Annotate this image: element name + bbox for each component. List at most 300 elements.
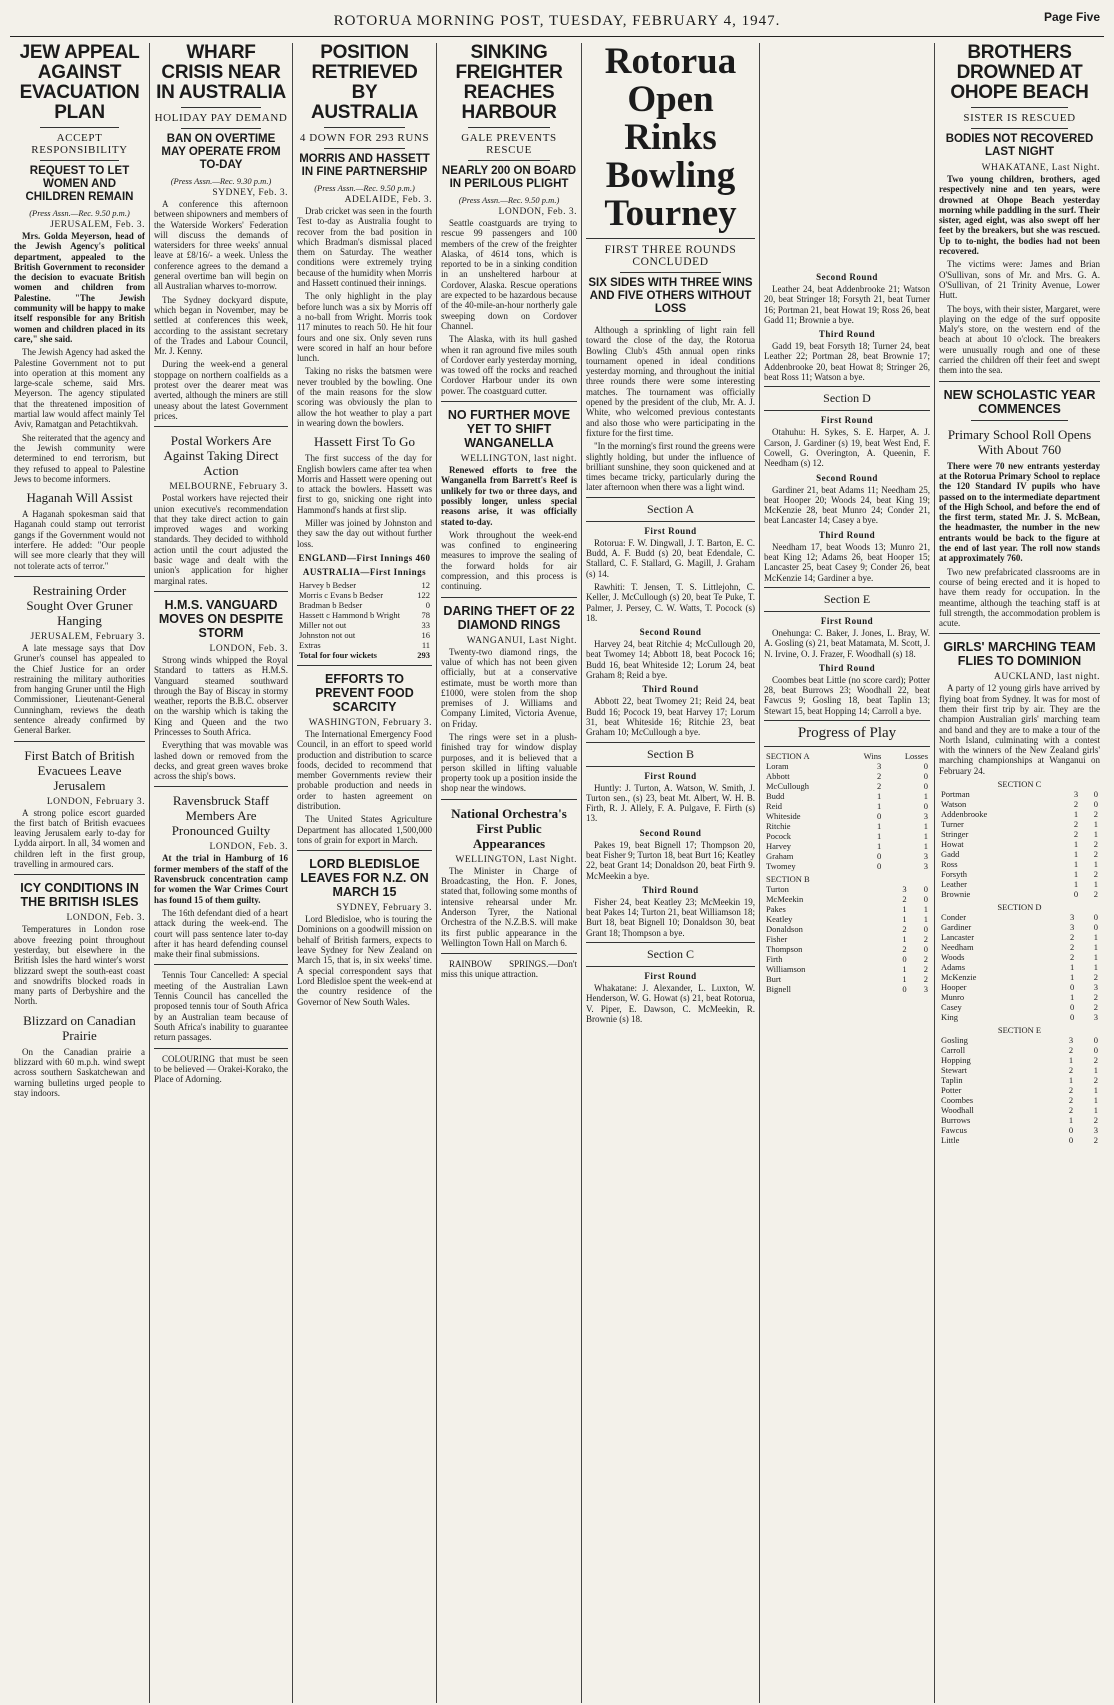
paragraph: The boys, with their sister, Margaret, were playing on the edge of the surf opposite Maly's store, on the western end of the beach at about 10 o'clock. The breakers were unusually rough and one of these carried the children off their feet and swept them into the sea. [939, 303, 1100, 376]
dateline: (Press Assn.—Rec. 9.50 p.m.) [458, 195, 560, 205]
table-row [939, 819, 1100, 829]
table-row [764, 861, 930, 871]
batsman: Miller not out [299, 619, 347, 630]
table-row [939, 1045, 1100, 1055]
player-name: Budd [766, 791, 785, 802]
section-title: Section E [764, 587, 930, 612]
losses-cell: 2 [1093, 849, 1098, 860]
player-name: Needham [941, 942, 974, 953]
divider [40, 160, 119, 161]
player-name: Harvey [766, 841, 792, 852]
runs: 122 [417, 589, 430, 600]
paragraph: Seattle coastguards are trying to rescue 99 passengers and 100 members of the crew of the freighter Alaska, of 4614 tons, which is reported to be in a sinking condition in an unsheltered harbour at Cordover, Alaska. Rescue operations are expected to be hazardous because of the 40-mile-an-hour northerly gale sweeping down on Cordover Channel. [441, 218, 577, 331]
losses-cell: 1 [923, 821, 928, 832]
subhead: SISTER IS RESCUED [963, 112, 1076, 124]
batsman: Morris c Evans b Bedser [299, 589, 384, 600]
table-title: SECTION E [997, 1025, 1042, 1036]
wins-cell: 1 [1069, 972, 1075, 983]
round-title: First Round [820, 615, 874, 626]
divider [620, 272, 721, 273]
divider [441, 953, 577, 954]
round-title: Second Round [816, 472, 878, 483]
paragraph: The only highlight in the play before lunch was a six by Morris off a no-ball from Wright. Morris took 117 minutes to reach 50. He hit four fours and one six. Only seven runs were scored in half an hour before lunch. [297, 291, 432, 364]
paragraph: Mrs. Golda Meyerson, head of the Jewish Agency's political department, appealed to the British Government to reconsider the decision to evacuate British women and children from Palestine. "The Jewish community will be happy to make itself responsible for any British women and children placed in its care," she said. [14, 231, 145, 344]
losses-cell: 2 [1093, 1075, 1098, 1086]
divider [324, 127, 405, 128]
player-name: Burt [766, 974, 782, 985]
paragraph: Drab cricket was seen in the fourth Test to-day as Australia fought to recover from the bad position in which Bradman's dismissal placed them on Saturday. The weather conditions were extremely trying because of the humidity when Morris and Hassett continued their innings. [297, 206, 432, 289]
player-name: Gardiner [941, 922, 972, 933]
divider [441, 799, 577, 800]
divider [181, 128, 261, 129]
paragraph: Renewed efforts to free the Wanganella from Barrett's Reef is unlikely for two or three days, and possibly longer, unless special reasons arise, it was officially stated to-day. [441, 465, 577, 527]
place: MELBOURNE, February 3. [169, 482, 288, 493]
result: Leather 24, beat Addenbrooke 21; Watson 20, beat Stringer 18; Forsyth 21, beat Turner 16; Portman 21, beat Howat 19; Ross 26, beat Gadd 11; Brownie a bye. [764, 284, 930, 325]
losses-cell: 2 [923, 954, 928, 965]
headline: WHARF CRISIS NEAR IN AUSTRALIA [156, 43, 286, 103]
table-row [297, 610, 432, 620]
losses-cell: 2 [1093, 972, 1098, 983]
round-title: Second Round [639, 627, 702, 638]
table-row [939, 1002, 1100, 1012]
table-row [764, 771, 930, 781]
losses-cell: 3 [1093, 1012, 1098, 1023]
paragraph: "In the morning's first round the greens were slightly holding, but under the influence of brilliant sunshine, they soon quickened and at times became tricky, particularly during the later afternoon when there was a light wind. [586, 441, 756, 493]
table-title: SECTION D [997, 902, 1042, 913]
losses-cell: 0 [923, 781, 928, 792]
place: SYDNEY, February 3. [336, 903, 432, 914]
table-title: SECTION A [766, 751, 810, 762]
deck: MORRIS AND HASSETT IN FINE PARTNERSHIP [299, 153, 430, 178]
divider [939, 381, 1100, 382]
table-row [939, 1075, 1100, 1085]
player-name: Gadd [941, 849, 960, 860]
wins-cell: 0 [877, 811, 882, 822]
subheading: ICY CONDITIONS IN THE BRITISH ISLES [20, 881, 139, 910]
wins-cell: 2 [1073, 829, 1079, 840]
newspaper-title: ROTORUA MORNING POST, TUESDAY, FEBRUARY 4, 1947. [333, 13, 781, 29]
wins-cell: 1 [902, 904, 907, 915]
player-name: Twomey [766, 861, 796, 872]
wins-cell: 2 [1069, 932, 1075, 943]
headline: JEW APPEAL AGAINST EVACUATION PLAN [19, 43, 140, 123]
player-name: Addenbrooke [941, 809, 988, 820]
table-row [939, 1065, 1100, 1075]
player-name: Little [941, 1135, 960, 1146]
result: Whakatane: J. Alexander, L. Luxton, W. Henderson, W. G. Howat (s) 21, beat Rotorua, V. Piper, E. Dawson, C. McMeekin, R. Brownie (s) 18. [586, 983, 755, 1024]
player-name: Stringer [941, 829, 969, 840]
wins-cell: 1 [902, 974, 907, 985]
subheading: Restraining Order Sought Over Gruner Hanging [26, 582, 133, 628]
player-name: Woods [941, 952, 965, 963]
wins-cell: 2 [1073, 799, 1079, 810]
losses-cell: 1 [923, 791, 928, 802]
losses-cell: 1 [1093, 1065, 1098, 1076]
result: Coombes beat Little (no score card); Potter 28, beat Burrows 23; Woodhall 22, beat Fawcus 9; Gosling 18, beat Taplin 13; Stewart 15, beat Hopping 14; Carroll a bye. [764, 674, 930, 716]
wins-cell: 1 [1068, 1055, 1074, 1066]
losses-cell: 0 [1093, 789, 1098, 800]
player-name: Hooper [941, 982, 967, 993]
player-name: Turton [766, 884, 789, 895]
losses-cell: 2 [1093, 1115, 1098, 1126]
result: Gadd 19, beat Forsyth 18; Turner 24, beat Leather 22; Portman 28, beat Brownie 17; Addenbrooke 20, beat Howat 8; Stringer 26, beat Ross 11; Watson a bye. [764, 341, 930, 383]
paragraph: A Haganah spokesman said that Haganah could stamp out terrorist gangs if the Government would not interfere. He added: "Our people will see more clearly that they will not tolerate acts of terror." [14, 509, 145, 571]
place: WHAKATANE, Last Night. [981, 163, 1100, 173]
wins-cell: 1 [877, 841, 882, 852]
column-wharf-crisis [150, 43, 293, 1703]
player-name: Adams [941, 962, 966, 973]
result: Onehunga: C. Baker, J. Jones, L. Bray, W. A. Gosling (s) 21, beat Matamata, M. Scott, J. N. Irvine, O. J. Frazer, F. Woodhall (s) 18. [764, 627, 930, 659]
losses-cell: 3 [923, 984, 928, 995]
standings-table-b [764, 874, 930, 994]
losses-cell: 3 [923, 851, 928, 862]
wins-cell: 2 [877, 781, 882, 792]
paragraph: The 16th defendant died of a heart attack during the week-end. The court will pass sentence later to-day after it has heard defending counsel make their final submissions. [154, 907, 288, 960]
page-number: Page Five [1043, 10, 1100, 24]
player-name: Fawcus [941, 1125, 967, 1136]
runs: 33 [421, 619, 430, 630]
divider [14, 741, 145, 742]
progress-title: Progress of Play [764, 720, 930, 747]
deck: BODIES NOT RECOVERED LAST NIGHT [945, 133, 1094, 158]
table-row [764, 934, 930, 944]
standings-table-a [764, 751, 930, 871]
paragraph: She reiterated that the agency and the Jewish community were determined to end terrorism, but they refused to appeal to Palestine Jews to become informers. [14, 432, 145, 484]
paragraph: A conference this afternoon between shipowners and members of the Waterside Workers' Federation will discuss the demands of watersiders for three weeks' annual leave at £8/16/- a week. Unless the conference agrees to the demand a general overtime ban will begin on all Australian wharves to-morrow. [154, 199, 288, 292]
paragraph: The rings were set in a plush-finished tray for window display purposes, and it is believed that a person skilled in lifting valuable property took up a position inside the shop near the windows. [441, 731, 577, 794]
wins-cell: 0 [877, 861, 882, 872]
table-row [939, 829, 1100, 839]
player-name: Forsyth [941, 869, 967, 880]
divider [971, 128, 1068, 129]
place: SYDNEY, Feb. 3. [212, 188, 288, 198]
batsman: Extras [299, 639, 321, 650]
advert-rainbow-springs: RAINBOW SPRINGS.—Don't miss this unique attraction. [441, 959, 577, 980]
subheading: Hassett First To Go [313, 434, 416, 450]
table-row [939, 982, 1100, 992]
round-title: First Round [644, 525, 697, 536]
player-name: McCullough [766, 781, 809, 792]
table-title: SECTION C [997, 779, 1042, 790]
wins-cell: 1 [1073, 809, 1079, 820]
losses-cell: 1 [1093, 952, 1098, 963]
player-name: Potter [941, 1085, 962, 1096]
runs: 11 [421, 639, 430, 650]
table-row [764, 984, 930, 994]
table-row [764, 924, 930, 934]
losses-cell: 0 [1093, 922, 1098, 933]
paragraph: Work throughout the week-end was confined to engineering measures to improve the sealing of the forward holds for air compression, and this process is continuing. [441, 529, 577, 592]
losses-cell: 0 [1093, 1045, 1098, 1056]
table-row [939, 952, 1100, 962]
losses-cell: 2 [1093, 869, 1098, 880]
wins-cell: 0 [1069, 1002, 1075, 1013]
wins-cell: 1 [1069, 962, 1075, 973]
player-name: Hopping [941, 1055, 971, 1066]
result: Gardiner 21, beat Adams 11; Needham 25, beat Hooper 20; Woods 24, beat King 19; McKenzie 28, beat Munro 24; Conder 21, beat Lancaster 14; Casey a bye. [764, 484, 930, 526]
player-name: Thompson [766, 944, 803, 955]
table-row [939, 922, 1100, 932]
table-row [939, 889, 1100, 899]
place: LONDON, Feb. 3. [498, 207, 577, 217]
wins-cell: 2 [902, 894, 907, 905]
wins-cell: 0 [902, 954, 907, 965]
runs: 0 [425, 599, 430, 610]
table-row [764, 954, 930, 964]
paragraph: Although a sprinkling of light rain fell toward the close of the day, the Rotorua Bowling Club's 45th annual open rinks tournament opened in ideal conditions yesterday morning, and throughout the initial three rounds there were some interesting matches. The tournament was officially opened by the president of the club, Mr. A. J. White, who welcomed previous contestants and also those who were participating in the fixture for the first time. [586, 325, 755, 438]
result: Otahuhu: H. Sykes, S. E. Harper, A. J. Carson, J. Gardiner (s) 19, beat West End, F. Cowell, G. Overington, A. Queenin, F. Needham (s) 12. [764, 427, 930, 469]
player-name: McKenzie [941, 972, 977, 983]
losses-cell: 0 [1093, 912, 1098, 923]
table-row [939, 932, 1100, 942]
losses-cell: 1 [1093, 1085, 1098, 1096]
round-title: Third Round [818, 529, 876, 540]
losses-cell: 1 [923, 904, 928, 915]
paragraph: A party of 12 young girls have arrived by flying boat from Sydney. It was for most of them their first trip by air. They are the champion Australian girls' marching team and band and they are to make a tour of the North Island, culminating with a contest with the winners of the New Zealand girls' marching championships at Wanganui on February 24. [939, 683, 1100, 776]
losses-cell: 2 [1093, 889, 1098, 900]
deck: SIX SIDES WITH THREE WINS AND FIVE OTHERS WITHOUT LOSS [588, 277, 753, 315]
table-row [764, 791, 930, 801]
paragraph: On the Canadian prairie a blizzard with 60 m.p.h. wind swept across southern Saskatchewan and warning bulletins urged people to stay indoors. [14, 1046, 145, 1098]
wins-cell: 2 [877, 771, 882, 782]
paragraph: The International Emergency Food Council, in an effort to speed world production and distribution to scarce foods, decided to recommend that member Governments review their probable production and needs in order to hasten agreement on distribution. [297, 728, 432, 811]
player-name: Ross [941, 859, 958, 870]
table-row [764, 964, 930, 974]
table-title: SECTION B [766, 874, 810, 885]
paragraph: Strong winds whipped the Royal Standard to tatters as H.M.S. Vanguard steamed southward through the Bay of Biscay in stormy weather, reports the B.B.C. observer on the warship which is taking the King and Queen and the two Princesses to South Africa. [154, 654, 288, 737]
table-row [939, 849, 1100, 859]
divider [441, 597, 577, 598]
table-row [939, 992, 1100, 1002]
wins-cell: 2 [902, 944, 907, 955]
player-name: Bignell [766, 984, 792, 995]
paragraph: Tennis Tour Cancelled: A special meeting of the Australian Lawn Tennis Council has cancelled the proposed tennis tour of South Africa by an Australian team because of South Africa's inability to guarantee return passages. [154, 970, 288, 1043]
table-row [764, 894, 930, 904]
column-ohope-beach [935, 43, 1104, 1703]
wins-cell: 0 [1069, 1012, 1075, 1023]
wins-cell: 1 [877, 791, 882, 802]
losses-cell: 0 [923, 924, 928, 935]
wins-cell: 2 [1068, 1065, 1074, 1076]
headline: POSITION RETRIEVED BY AUSTRALIA [310, 43, 419, 123]
player-name: Abbott [766, 771, 790, 782]
runs: 12 [421, 579, 430, 590]
wins-cell: 2 [1068, 1085, 1074, 1096]
wins-cell: 3 [1073, 789, 1079, 800]
losses-cell: 1 [923, 831, 928, 842]
player-name: Watson [941, 799, 967, 810]
player-name: Burrows [941, 1115, 971, 1126]
section-title: Section C [586, 942, 755, 967]
divider [297, 850, 432, 851]
paragraph: Two new prefabricated classrooms are in course of being erected and it is hoped to have them ready for occupation. In the meantime, although the teaching staff is at full strength, the accommodation problem is acute. [939, 566, 1100, 629]
table-row [764, 801, 930, 811]
player-name: Lancaster [941, 932, 975, 943]
wins-cell: 1 [902, 934, 907, 945]
table-row [297, 640, 432, 650]
table-row [297, 650, 432, 660]
paragraph: The United States Agriculture Department has allocated 1,500,000 tons of grain for export in March. [297, 814, 432, 845]
player-name: Williamson [766, 964, 806, 975]
place: LONDON, February 3. [46, 796, 145, 807]
paragraph: Taking no risks the batsmen were never troubled by the bowling. One of the main reasons for the slow scoring was obviously the plan to allow the hot weather to play a part in wearing down the bowlers. [297, 366, 432, 428]
divider [620, 320, 721, 321]
result: Rotorua: F. W. Dingwall, J. T. Barton, E. C. Budd, A. F. Budd (s) 20, beat Edendale, C. Stallard, C. F. Stallard, G. Magill, J. Graham (s) 14. [586, 537, 755, 579]
round-title: Third Round [818, 662, 876, 673]
losses-cell: 3 [923, 861, 928, 872]
round-title: First Round [644, 971, 697, 982]
table-row [764, 884, 930, 894]
paragraph: The Jewish Agency had asked the Palestine Government not to put into operation at this moment any large-scale scheme, said Mrs. Meyerson. The agency stipulated that the threatened imposition of martial law would affect mainly Tel Aviv, Ramatgan and Petachtikvah. [14, 347, 145, 430]
table-row [939, 1105, 1100, 1115]
player-name: Ritchie [766, 821, 791, 832]
losses-cell: 0 [923, 944, 928, 955]
place: WANGANUI, Last Night. [466, 635, 577, 646]
column-header: Wins [863, 751, 882, 762]
losses-cell: 2 [923, 934, 928, 945]
table-row [764, 761, 930, 771]
column-bowling [582, 43, 760, 1703]
divider [181, 107, 261, 108]
batsman: Harvey b Bedser [299, 579, 357, 590]
table-row [939, 879, 1100, 889]
paragraph: At the trial in Hamburg of 16 former members of the staff of the Ravensbruck concentration camp for women the War Crimes Court has found 15 of them guilty. [154, 853, 288, 905]
wins-cell: 1 [1068, 1115, 1074, 1126]
subheading: H.M.S. VANGUARD MOVES ON DESPITE STORM [158, 597, 284, 640]
player-name: Loram [766, 761, 789, 772]
round-title: Third Round [818, 329, 876, 340]
wins-cell: 1 [1073, 879, 1079, 890]
losses-cell: 3 [1093, 982, 1098, 993]
place: AUCKLAND, last night. [993, 672, 1100, 683]
batsman: Total for four wickets [299, 649, 377, 660]
deck: BAN ON OVERTIME MAY OPERATE FROM TO-DAY [161, 133, 281, 171]
player-name: Conder [941, 912, 967, 923]
table-row [939, 789, 1100, 799]
runs: 293 [417, 649, 430, 660]
player-name: Stewart [941, 1065, 967, 1076]
deck: NEARLY 200 ON BOARD IN PERILOUS PLIGHT [441, 165, 577, 190]
wins-cell: 1 [877, 831, 882, 842]
result: Pakes 19, beat Bignell 17; Thompson 20, beat Fisher 9; Turton 18, beat Burt 16; Keatley 22, beat Grant 14; Donaldson 20, beat Firth 9. McMeekin a bye. [586, 839, 755, 881]
table-row [939, 859, 1100, 869]
losses-cell: 1 [923, 914, 928, 925]
subheading: Ravensbruck Staff Members Are Pronounced Guilty [171, 793, 271, 839]
masthead [10, 6, 1104, 37]
table-row [939, 1095, 1100, 1105]
dateline: (Press Assn.—Rec. 9.30 p.m.) [170, 176, 272, 186]
round-title: Third Round [642, 684, 699, 695]
table-row [297, 600, 432, 610]
losses-cell: 0 [923, 801, 928, 812]
wins-cell: 1 [877, 801, 882, 812]
table-row [297, 630, 432, 640]
wins-cell: 2 [1073, 819, 1079, 830]
subheading: GIRLS' MARCHING TEAM FLIES TO DOMINION [943, 640, 1096, 669]
round-title: Second Round [816, 272, 878, 282]
wins-cell: 0 [1073, 889, 1079, 900]
paragraph: The Minister in Charge of Broadcasting, the Hon. F. Jones, stated that, following some months of intensive rehearsal under Mr. Anderson Tyrer, the National Orchestra of the N.Z.B.S. will make its first public appearance in the Wellington Town Hall on March 6. [441, 865, 577, 948]
divider [154, 426, 288, 427]
batsman: Hassett c Hammond b Wright [299, 609, 401, 620]
round-title: Second Round [639, 827, 702, 838]
table-row [297, 590, 432, 600]
place: WELLINGTON, last night. [460, 454, 577, 465]
divider [14, 576, 145, 577]
section-title: Section B [586, 742, 755, 767]
losses-cell: 0 [1093, 1035, 1098, 1046]
wins-cell: 1 [877, 821, 882, 832]
table-row [297, 620, 432, 630]
wins-cell: 2 [1069, 952, 1075, 963]
divider [468, 160, 550, 161]
paragraph: The Alaska, with its hull gashed when it ran aground five miles south of Cordover early yesterday morning, was towed off the rocks and reached Cordover Harbour under its own power. The coastguard cutter. [441, 334, 577, 396]
result: Needham 17, beat Woods 13; Munro 21, beat King 12; Adams 26, beat Hooper 15; Lancaster 25, beat Casey 9; Conder 26, beat McKenzie 14; Gardiner a bye. [764, 541, 930, 583]
losses-cell: 3 [1093, 1125, 1098, 1136]
wins-cell: 2 [902, 924, 907, 935]
wins-cell: 3 [1068, 1035, 1074, 1046]
subheading: LORD BLEDISLOE LEAVES FOR N.Z. ON MARCH 15 [300, 857, 429, 900]
divider [971, 420, 1068, 421]
place: WELLINGTON, Last Night. [455, 854, 577, 865]
paragraph: Postal workers have rejected their union executive's recommendation that they take direct action to gain improved wages and working standards. They decided to withhold action until the court adjusted the basic wage and dealt with the union's application for higher marginal rates. [154, 493, 288, 586]
table-row [764, 841, 930, 851]
wins-cell: 2 [1068, 1105, 1074, 1116]
player-name: Portman [941, 789, 970, 800]
divider [441, 401, 577, 402]
standings-table-d [939, 902, 1100, 1022]
wins-cell: 3 [1069, 922, 1075, 933]
paragraph: During the week-end a general stoppage on northern coalfields as a protest over the dearer meat was averted, although the miners are still uneasy about the latest Government prices. [154, 359, 288, 421]
place: WASHINGTON, February 3. [308, 717, 432, 728]
place: LONDON, Feb. 3. [209, 643, 288, 654]
divider [40, 127, 119, 128]
divider [324, 148, 405, 149]
table-row [939, 1115, 1100, 1125]
subheading: Haganah Will Assist [26, 490, 133, 506]
wins-cell: 3 [1069, 912, 1075, 923]
divider [297, 665, 432, 666]
player-name: Howat [941, 839, 964, 850]
wins-cell: 0 [877, 851, 882, 862]
standings-table-c [939, 779, 1100, 899]
wins-cell: 1 [902, 964, 907, 975]
player-name: Pocock [766, 831, 792, 842]
divider [14, 874, 145, 875]
table-row [939, 799, 1100, 809]
subheading: DARING THEFT OF 22 DIAMOND RINGS [443, 603, 575, 632]
result: Fisher 24, beat Keatley 23; McMeekin 19, beat Pakes 14; Turton 21, beat Williamson 18; Burt 18, beat Bignell 10; Donaldson 30, beat Grant 18; Thompson a bye. [586, 896, 755, 938]
losses-cell: 1 [923, 841, 928, 852]
losses-cell: 0 [923, 884, 928, 895]
losses-cell: 2 [1093, 992, 1098, 1003]
place: JERUSALEM, February 3. [30, 631, 145, 642]
wins-cell: 2 [1069, 942, 1075, 953]
divider [939, 633, 1100, 634]
wins-cell: 1 [902, 914, 907, 925]
divider [468, 127, 550, 128]
wins-cell: 1 [1073, 859, 1079, 870]
subheading: Primary School Roll Opens With About 760 [947, 426, 1092, 457]
wins-cell: 0 [1069, 982, 1075, 993]
table-row [939, 1135, 1100, 1145]
paragraph: Temperatures in London rose above freezing point throughout yesterday, but elsewhere in the British Isles the hard winter's worst blizzard swept the south-east coast and snowdrifts blocked roads in many parts of Derbyshire and the North. [14, 924, 145, 1007]
table-row [939, 839, 1100, 849]
paragraph: The first success of the day for English bowlers came after tea when Morris and Hassett were opening out to attack the bowlers. Hassett was first to go, snicking one right into Hammond's hands at first slip. [297, 453, 432, 515]
subheading: Blizzard on Canadian Prairie [23, 1012, 136, 1043]
table-row [939, 972, 1100, 982]
table-row [939, 869, 1100, 879]
